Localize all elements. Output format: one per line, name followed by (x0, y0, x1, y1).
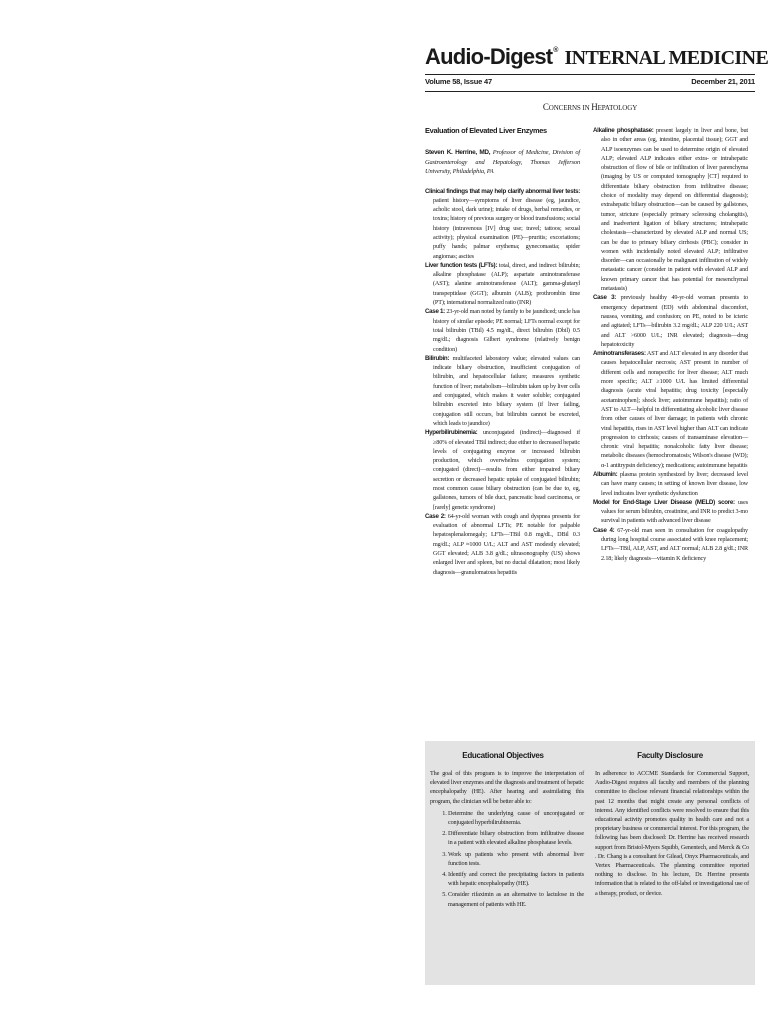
volume-issue: Volume 58, Issue 47 (425, 77, 492, 86)
masthead (425, 44, 769, 70)
right-column (593, 126, 748, 563)
objective-item: 2. Differentiate biliary obstruction from infiltrative disease in a patient with elevated alkaline phosphatase levels. (448, 829, 584, 847)
objectives-intro: The goal of this program is to improve the interpretation of elevated liver enzymes and the diagnosis and treatment of hepatic encephalopathy (HE). After hearing and assimilating this program, the clinician will be better able to: (430, 770, 584, 805)
newsletter-page (425, 0, 769, 1024)
para-case-4: Case 4: 67-yr-old man seen in consultation for coagulopathy during long hospital course associated with knee replacement; LFTs—TBil, ALP, AST, and ALT normal; ALB 2.8 g/dL; INR 2.18; likely diagnosis—vitamin K deficiency (593, 526, 748, 562)
objective-item: 5. Consider rifaximin as an alternative to lactulose in the management of patients with HE. (448, 890, 584, 908)
header-rule-top (425, 74, 755, 75)
disclosure-text: In adherence to ACCME Standards for Commercial Support, Audio-Digest requires all faculty and members of the planning committee to disclose relevant financial relationships within the past 12 months that might create any personal conflicts of interest. Any identified conflicts were resolved to ensure that this educational activity promotes quality in health care and not a proprietary business or commercial interest. For this program, the following has been disclosed: Dr. Herrine has received research support from Bristol-Myers Squibb, Genentech, and Merck & Co . Dr. Chang is a consultant for Gilead, Onyx Pharmaceuticals, and Vertex Pharmaceuticals. The planning committee reported nothing to disclose. In his lecture, Dr. Herrine presents information that is related to the off-label or investigational use of a therapy, product, or device. (595, 770, 749, 897)
info-box (425, 741, 755, 985)
objective-item: 3. Work up patients who present with abnormal liver function tests. (448, 850, 584, 868)
para-case-1: Case 1: 23-yr-old man noted by family to be jaundiced; uncle has history of similar episode; PE normal; LFTs normal except for total bilirubin (TBil) 4.5 mg/dL, direct bilirubin (Dbil) 0.5 mg/dL; diagnosis Gilbert syndrome (relatively benign condition) (425, 308, 580, 353)
disclosure-heading: Faculty Disclosure (637, 751, 703, 760)
author-affiliation: Professor of Medicine, Division of Gastroenterology and Hepatology, Thomas Jefferson University, Philadelphia, PA (425, 149, 580, 175)
objectives-heading: Educational Objectives (462, 751, 544, 760)
objectives-body (430, 769, 584, 911)
registered-mark: ® (553, 47, 559, 54)
para-liver-function-tests: Liver function tests (LFTs): total, direct, and indirect bilirubin; alkaline phosphatase (ALP); aspartate aminotransferase (AST); alanine aminotransferase (ALT); gamma-glutaryl transpeptidase (GGT); albumin (ALB); prothrombin time (PT); international normalized ratio (INR) (425, 261, 580, 307)
section-title: CONCERNS IN HEPATOLOGY (542, 102, 638, 112)
para-bilirubin: Bilirubin: multifaceted laboratory value; elevated values can indicate biliary obstruction, insufficient conjugation of bilirubin, and hepatocellular failure; measures synthetic function of liver; metabolism—bilirubin taken up by liver cells and conjugated, which makes it water soluble; conjugated bilirubin excreted into biliary system (if liver failing, conjugation still occurs, but bilirubin cannot be excreted, which leads to jaundice) (425, 354, 580, 427)
para-hyperbilirubinemia: Hyperbilirubinemia: unconjugated (indirect)—diagnosed if ≥80% of elevated TBil indirect; due either to decreased hepatic levels of conjugating enzyme or increased bilirubin production, which overwhelms conjugation system; conjugated (direct)—results from either impaired biliary secretion or decreased hepatic uptake of conjugated bilirubin; most common cause biliary obstruction (can be due to, eg, gallstones, tumors of bile duct, pancreatic head carcinoma, or [rarely] genetic syndrome) (425, 429, 580, 511)
objective-item: 1. Determine the underlying cause of unconjugated or conjugated hyperbilirubinemia. (448, 809, 584, 827)
objective-item: 4. Identify and correct the precipitating factors in patients with hepatic encephalopathy (HE). (448, 870, 584, 888)
article-title: Evaluation of Elevated Liver Enzymes (425, 126, 547, 135)
para-case-3: Case 3: previously healthy 49-yr-old woman presents to emergency department (ED) with abdominal discomfort, nausea, vomiting, and confusion; on PE, noted to be icteric and agitated; LFTs—bilirubin 3.2 mg/dL; ALP 220 U/L; AST and ALT >6000 U/L; INR elevated; diagnosis—drug hepatotoxicity (593, 294, 748, 348)
para-meld-score: Model for End-Stage Liver Disease (MELD) score: uses values for serum bilirubin, creatinine, and INR to predict 3-mo survival in patients with advanced liver disease (593, 498, 748, 525)
author-byline (425, 148, 580, 177)
para-case-2: Case 2: 64-yr-old woman with cough and dyspnea presents for evaluation of abnormal LFTs; PE notable for palpable hepatosplenalomegaly; LFTs—TBil 0.8 mg/dL, DBil 0.3 mg/dL; ALP ≈1000 U/L; ALT and AST modestly elevated; GGT elevated; ALB 3.8 g/dL; ultrasonography (US) shows enlarged liver and spleen, but no ductal dilatation; most likely diagnosis—granulomatous hepatitis (425, 512, 580, 576)
para-clinical-findings: Clinical findings that may help clarify abnormal liver tests: patient history—symptoms of liver disease (eg, jaundice, acholic stool, dark urine); intake of drugs, herbal remedies, or toxins; history of previous surgery or blood transfusions; social history (intravenous [IV] drug use; travel; tattoos; sexual activity); physical examination (PE)—pruritis; excoriations; puffy hands; palmar erythema; gynecomastia; spider angiomas; ascites (425, 187, 580, 260)
publication-title: INTERNAL MEDICINE (564, 47, 769, 69)
para-aminotransferases: Aminotransferases: AST and ALT elevated in any disorder that causes hepatocellular necrosis; AST present in number of different cells and nonspecific for liver disease; ALT much more specific; ALT ≥1000 U/L has limited differential diagnosis (acute viral hepatitis; drug toxicity [especially acetaminophen]; shock liver; autoimmune hepatitis); ratio of AST to ALT—helpful in differentiating alcoholic liver disease from other causes of liver damage; in patients with chronic viral hepatitis, rises in AST level higher than ALT can indicate progression to cirrhosis; causes of transaminase elevation—chronic viral hepatitis; nonalcoholic fatty liver disease; metabolic diseases (hemochromatosis; Wilson's disease (WD); α-1 antitrypsin deficiency); medications; autoimmune hepatitis (593, 350, 748, 469)
para-alkaline-phosphatase: Alkaline phosphatase: present largely in liver and bone, but also in other areas (eg, intestine, placental tissue); GGT and ALP isoenzymes can be used to determine origin of elevated ALP; elevated ALP indicates either extra- or intrahepatic obstruction of flow of bile or infiltration of liver parenchyma (imaging by US or computed tomography [CT] required to differentiate biliary obstruction from infiltrative disease; choice of modality may depend on differential diagnosis); extrahepatic biliary obstruction—can be caused by gallstones, tumor, stricture (especially primary sclerosing cholangitis), and inadvertent ligation of biliary structures; intrahepatic cholestasis—characterized by elevated ALP and normal US; can be due to primary biliary cirrhosis (PBC); consider in women with incidentally noted elevated ALP; infiltrative disorder—can occasionally be malignant infiltration of widely metastatic cancer (consider in patient with elevated ALP and known primary cancer that has potential for mesenchymal metastasis) (593, 127, 748, 293)
header-rule-bottom (425, 91, 755, 92)
objectives-list (430, 809, 584, 909)
author-name: Steven K. Herrine, MD, (425, 149, 491, 156)
brand-name: Audio-Digest (425, 44, 553, 69)
left-column (425, 126, 580, 577)
issue-date: December 21, 2011 (691, 77, 755, 86)
para-albumin: Albumin: plasma protein synthesized by liver; decreased level can have many causes; in setting of known liver disease, low level indicates liver synthetic dysfunction (593, 470, 748, 497)
